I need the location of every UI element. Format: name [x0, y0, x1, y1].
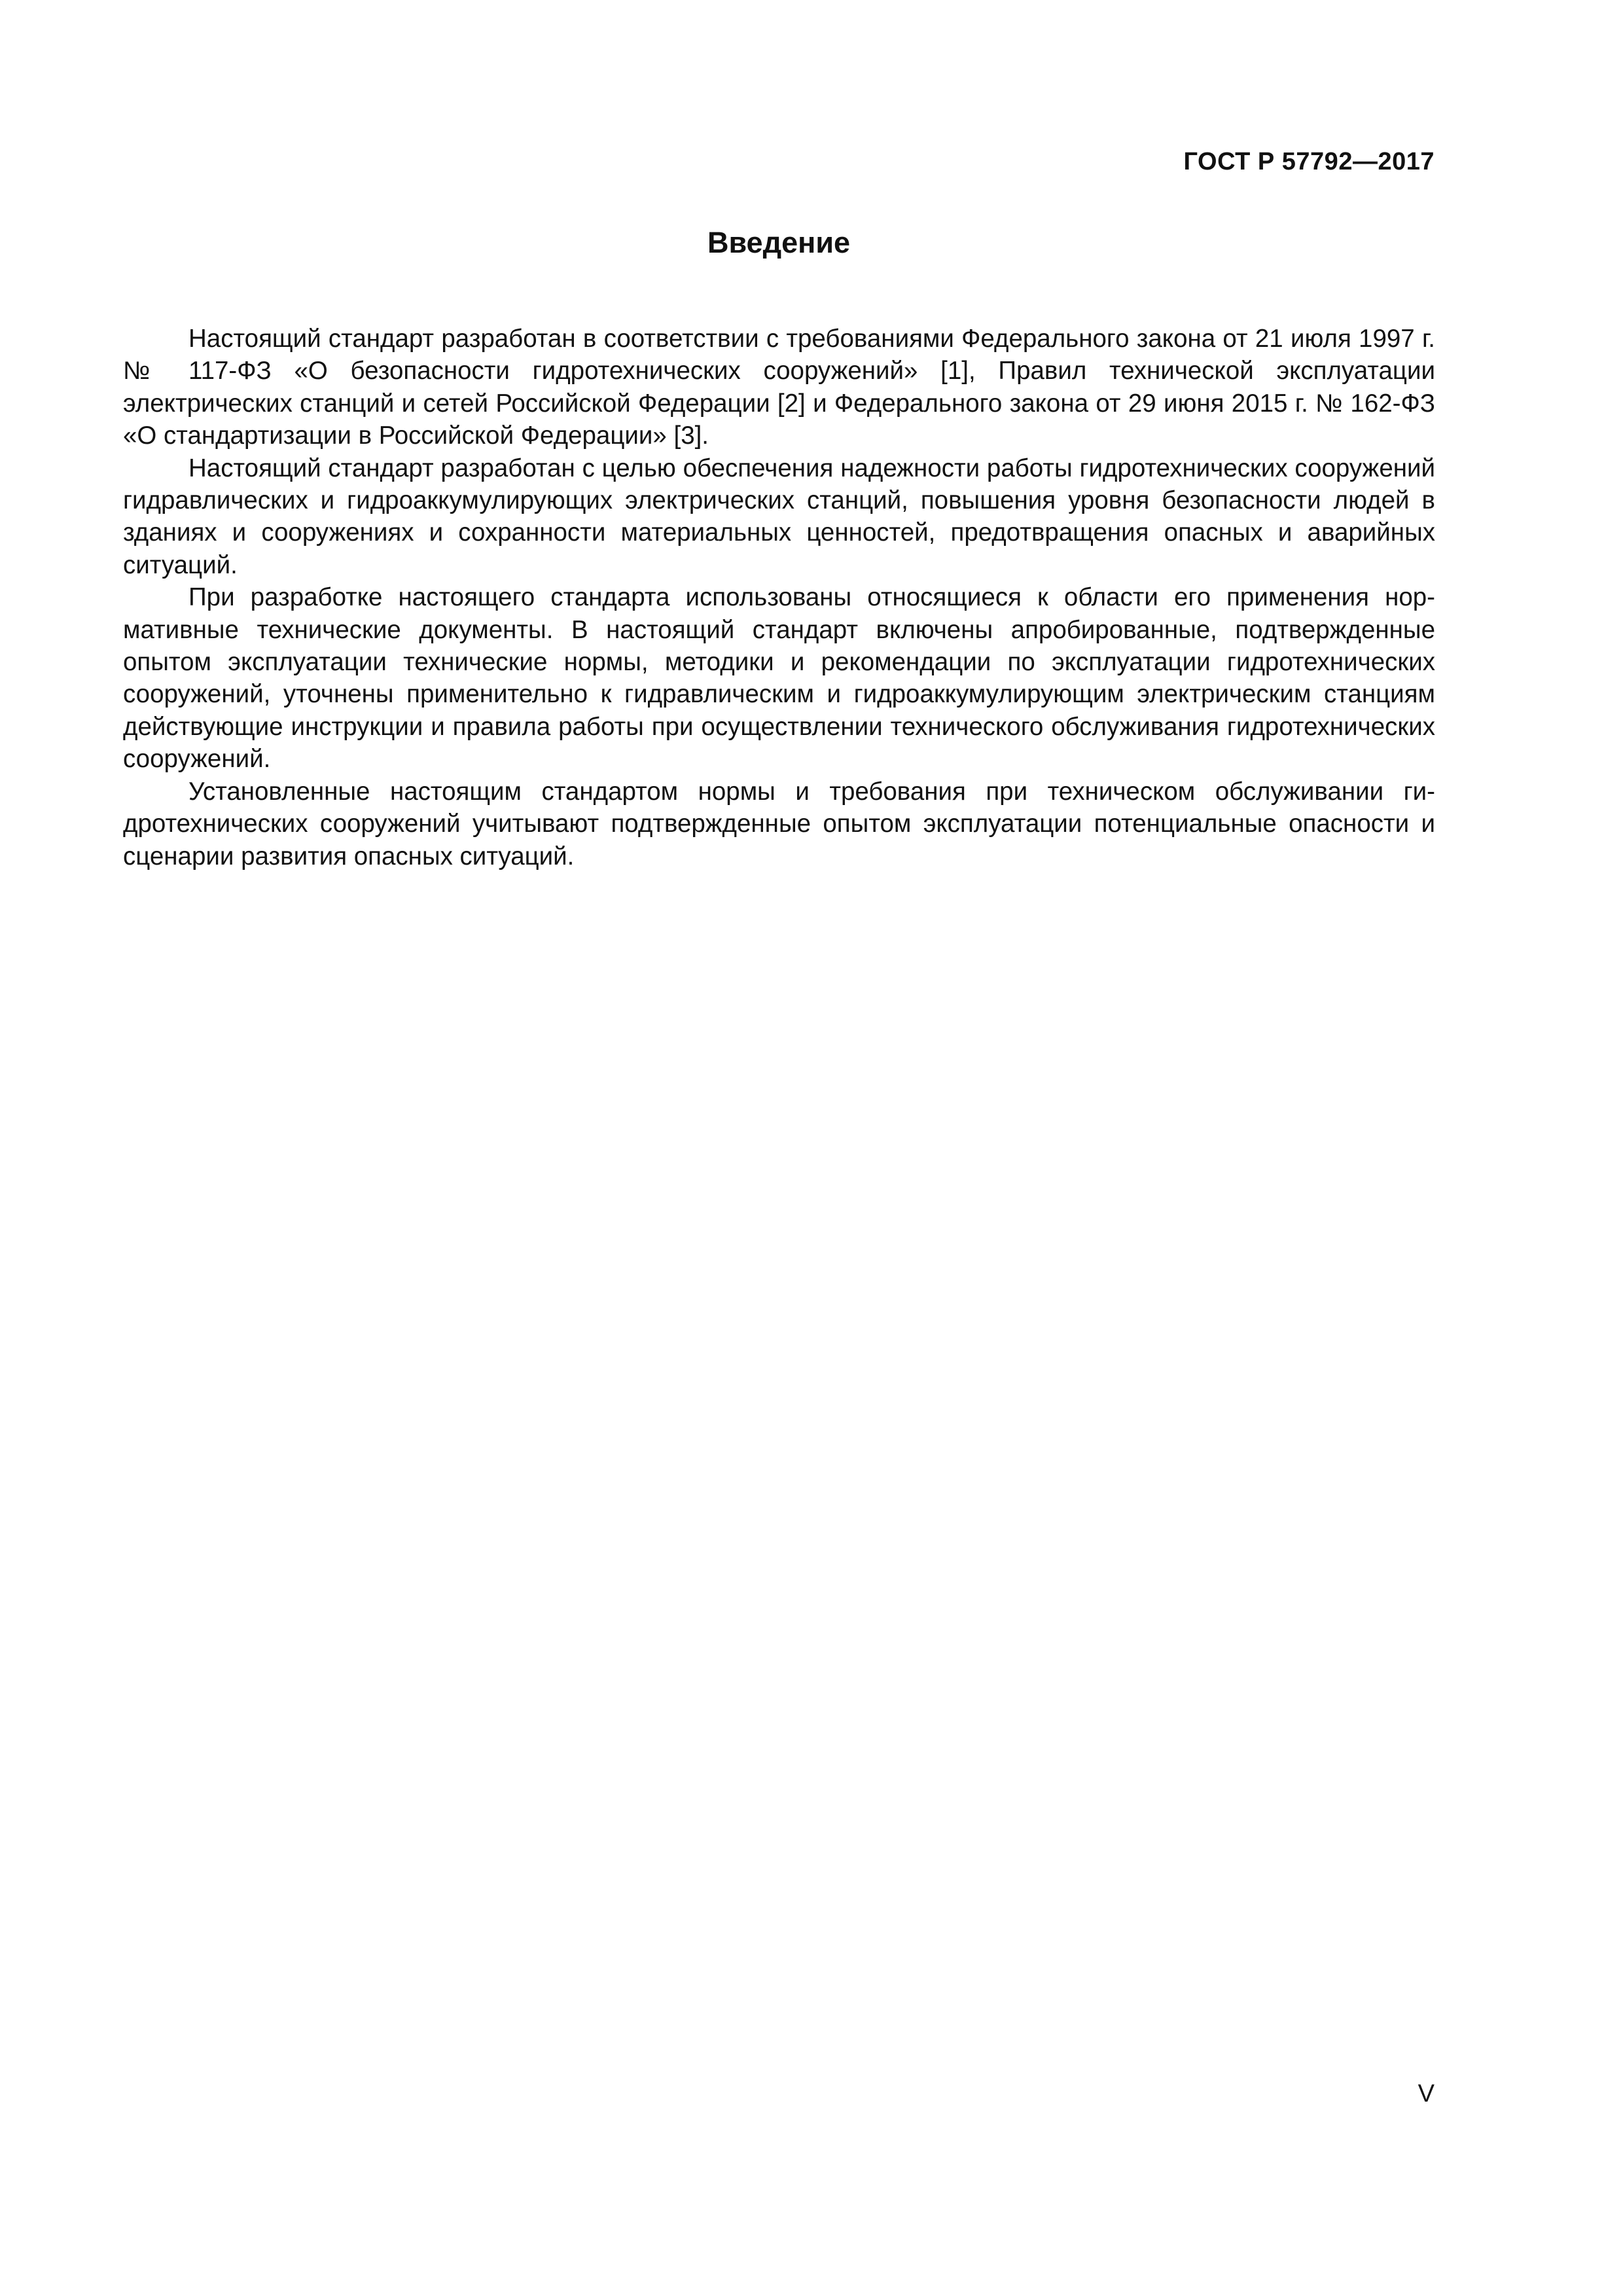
body-text — [123, 323, 1435, 872]
section-title: Введение — [707, 226, 851, 259]
paragraph-3: При разработке настоящего стандарта использованы относящиеся к области его применения нормативные технические документы. В настоящий стандарт включены апробированные, подтвержденные опытом эксплуатации технические нормы, методики и рекомендации по эксплуатации гидротехнических сооружений, уточнены применительно к гидравлическим и гидроаккумулирующим электрическим станциям действующие инструкции и правила работы при осуществлении технического обслуживания гидротехнических сооружений. — [123, 583, 1435, 774]
page-number: V — [1418, 2080, 1435, 2108]
paragraph-4: Установленные настоящим стандартом нормы и требования при техническом обслуживании гидротехнических сооружений учитывают подтвержденные опытом эксплуатации потенциальные опасности и сценарии развития опасных ситуаций. — [123, 777, 1435, 870]
document-code-header: ГОСТ Р 57792—2017 — [1183, 148, 1435, 175]
paragraph-1: Настоящий стандарт разработан в соответствии с требованиями Федерального закона от 21 июля 1997 г. № 117-ФЗ «О безопасности гидротехнических сооружений» [1], Правил технической эксплуатации электрических станций и сетей Российской Федерации [2] и Федерального закона от 29 июня 2015 г. № 162-ФЗ «О стандартизации в Российской Федерации» [3]. — [123, 325, 1435, 450]
paragraph-2: Настоящий стандарт разработан с целью обеспечения надежности работы гидротехнических сооружений гидравлических и гидроаккумулирующих электрических станций, повышения уровня безопасности людей в зданиях и сооружениях и сохранности материальных ценностей, предотвращения опасных и аварийных ситуаций. — [123, 454, 1435, 579]
